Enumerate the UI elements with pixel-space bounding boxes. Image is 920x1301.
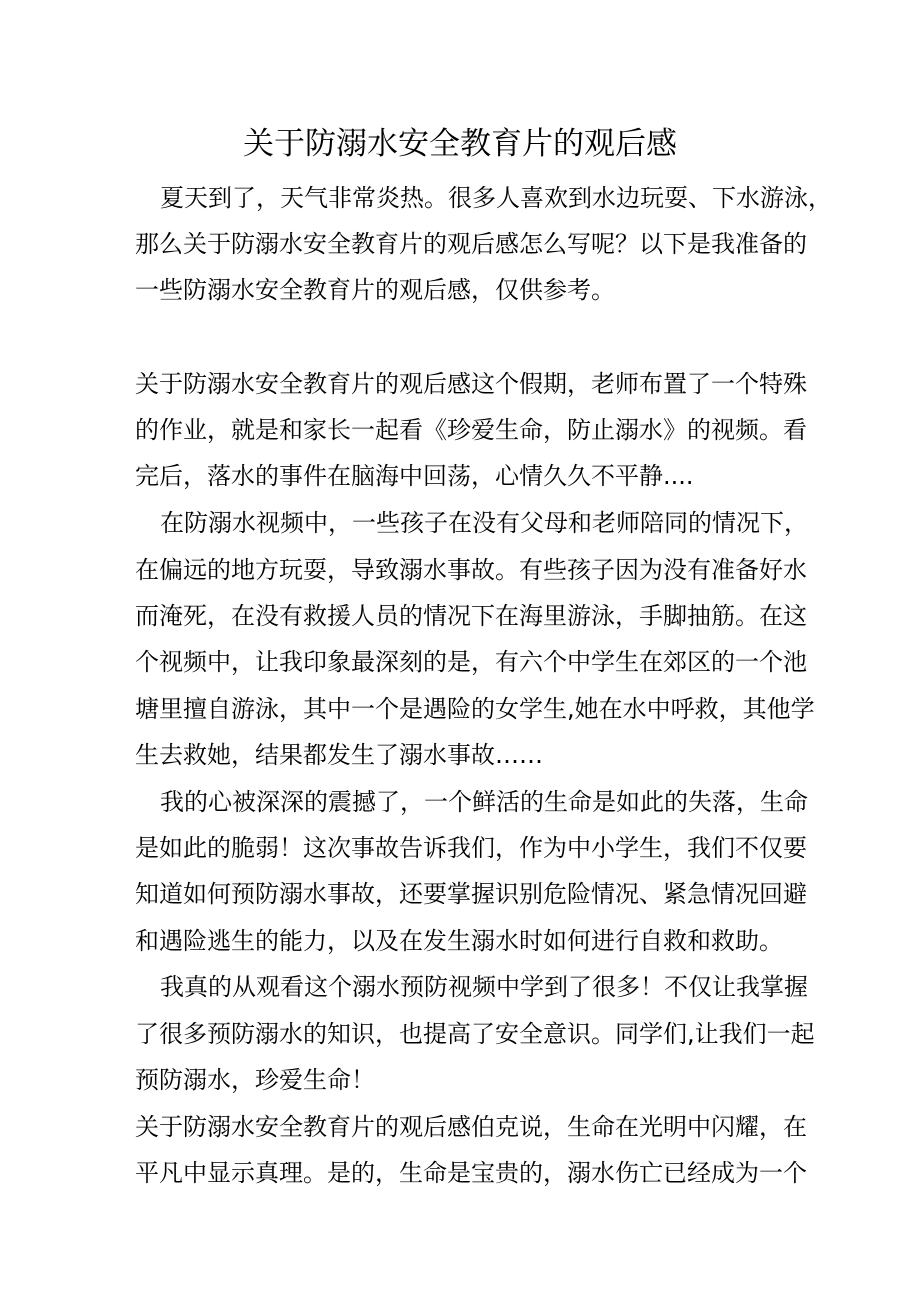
paragraph-line: 了很多预防溺水的知识，也提高了安全意识。同学们,让我们一起 [135,1020,815,1048]
paragraph-line: 是如此的脆弱！这次事故告诉我们，作为中小学生，我们不仅要 [135,834,807,862]
paragraph-line: 的作业，就是和家长一起看《珍爱生命，防止溺水》的视频。看 [135,416,807,444]
paragraph-line: 那么关于防溺水安全教育片的观后感怎么写呢？以下是我准备的 [135,230,807,258]
paragraph-line: 平凡中显示真理。是的，生命是宝贵的，溺水伤亡已经成为一个 [135,1159,807,1187]
paragraph-line: 夏天到了，天气非常炎热。很多人喜欢到水边玩耍、下水游泳， [160,184,832,212]
paragraph-line: 而淹死，在没有救援人员的情况下在海里游泳，手脚抽筋。在这 [135,602,807,630]
paragraph-line: 在偏远的地方玩耍，导致溺水事故。有些孩子因为没有准备好水 [135,556,807,584]
paragraph-line: 预防溺水，珍爱生命！ [135,1066,375,1094]
paragraph-line: 知道如何预防溺水事故，还要掌握识别危险情况、紧急情况回避 [135,880,807,908]
paragraph-line: 我的心被深深的震撼了，一个鲜活的生命是如此的失落，生命 [160,788,808,816]
document-title: 关于防溺水安全教育片的观后感 [243,126,677,162]
paragraph-line: 完后，落水的事件在脑海中回荡，心情久久不平静.... [135,462,694,490]
paragraph-line: 和遇险逃生的能力，以及在发生溺水时如何进行自救和救助。 [135,927,783,955]
paragraph-line: 在防溺水视频中，一些孩子在没有父母和老师陪同的情况下， [160,509,808,537]
paragraph-line: 关于防溺水安全教育片的观后感这个假期，老师布置了一个特殊 [135,370,807,398]
paragraph-line: 塘里擅自游泳，其中一个是遇险的女学生,她在水中呼救，其他学 [135,695,815,723]
paragraph-line: 一些防溺水安全教育片的观后感，仅供参考。 [135,276,615,304]
paragraph-line: 生去救她，结果都发生了溺水事故…… [135,741,543,769]
paragraph-line: 关于防溺水安全教育片的观后感伯克说，生命在光明中闪耀，在 [135,1113,807,1141]
paragraph-line: 个视频中，让我印象最深刻的是，有六个中学生在郊区的一个池 [135,648,807,676]
paragraph-line: 我真的从观看这个溺水预防视频中学到了很多！不仅让我掌握 [160,973,808,1001]
